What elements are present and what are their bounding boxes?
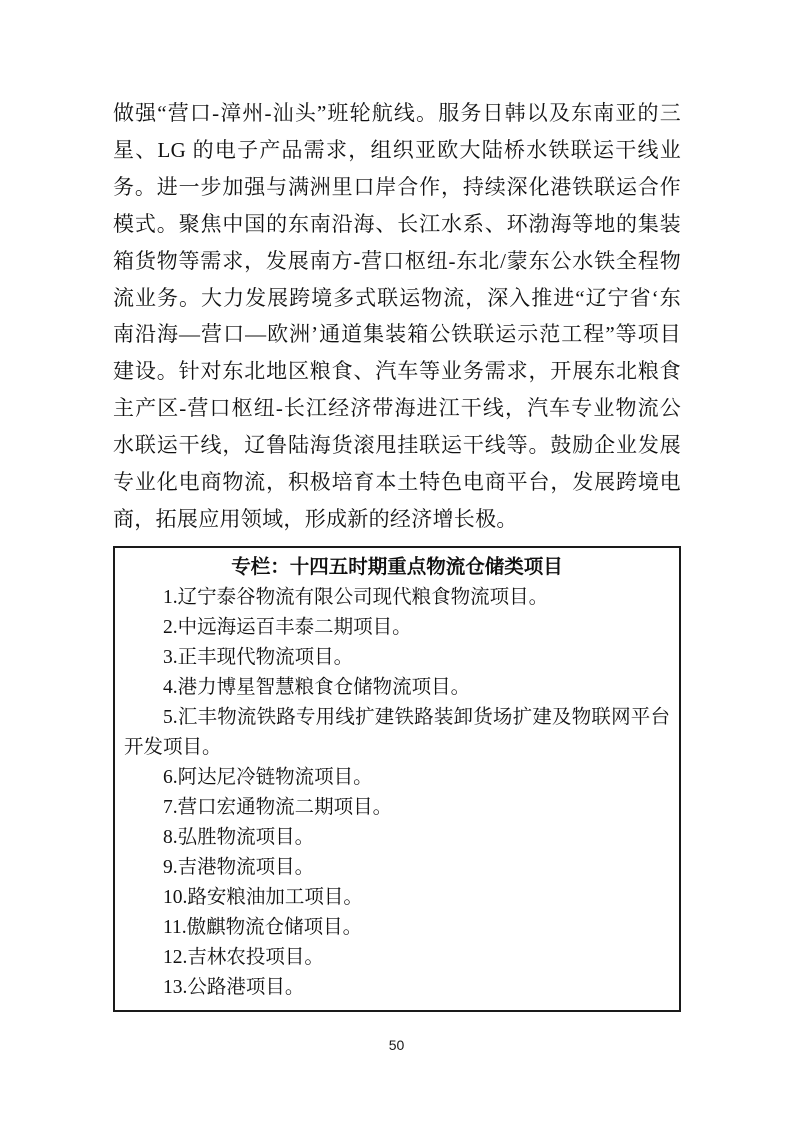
callout-box-item: 11.傲麒物流仓储项目。 (163, 916, 363, 938)
callout-box-item: 13.公路港项目。 (163, 976, 305, 998)
callout-box-item: 5.汇丰物流铁路专用线扩建铁路装卸货场扩建及物联网平台开发项目。 (124, 706, 670, 758)
callout-box (113, 546, 681, 1012)
callout-box-item: 3.正丰现代物流项目。 (163, 646, 354, 668)
page-content (113, 95, 681, 1012)
page-number: 50 (388, 1037, 405, 1053)
callout-box-item: 1.辽宁泰谷物流有限公司现代粮食物流项目。 (163, 586, 549, 608)
callout-box-item: 12.吉林农投项目。 (163, 946, 324, 968)
callout-box-item: 10.路安粮油加工项目。 (163, 886, 363, 908)
callout-box-item: 9.吉港物流项目。 (163, 856, 315, 878)
callout-box-title: 专栏：十四五时期重点物流仓储类项目 (231, 556, 563, 578)
callout-box-item: 4.港力博星智慧粮食仓储物流项目。 (163, 676, 471, 698)
callout-box-item: 7.营口宏通物流二期项目。 (163, 796, 393, 818)
callout-box-item: 8.弘胜物流项目。 (163, 826, 315, 848)
body-paragraph: 做强“营口-漳州-汕头”班轮航线。服务日韩以及东南亚的三星、LG 的电子产品需求，组织亚欧大陆桥水铁联运干线业务。进一步加强与满洲里口岸合作，持续深化港铁联运合作模式。聚焦中国的东南沿海、长江水系、环渤海等地的集装箱货物等需求，发展南方-营口枢纽-东北/蒙东公水铁全程物流业务。大力发展跨境多式联运物流，深入推进“辽宁省‘东南沿海—营口—欧洲’通道集装箱公铁联运示范工程”等项目建设。针对东北地区粮食、汽车等业务需求，开展东北粮食主产区-营口枢纽-长江经济带海进江干线，汽车专业物流公水联运干线，辽鲁陆海货滚甩挂联运干线等。鼓励企业发展专业化电商物流，积极培育本土特色电商平台，发展跨境电商，拓展应用领域，形成新的经济增长极。 (113, 101, 681, 531)
callout-box-item: 6.阿达尼冷链物流项目。 (163, 766, 373, 788)
callout-box-item: 2.中远海运百丰泰二期项目。 (163, 616, 412, 638)
